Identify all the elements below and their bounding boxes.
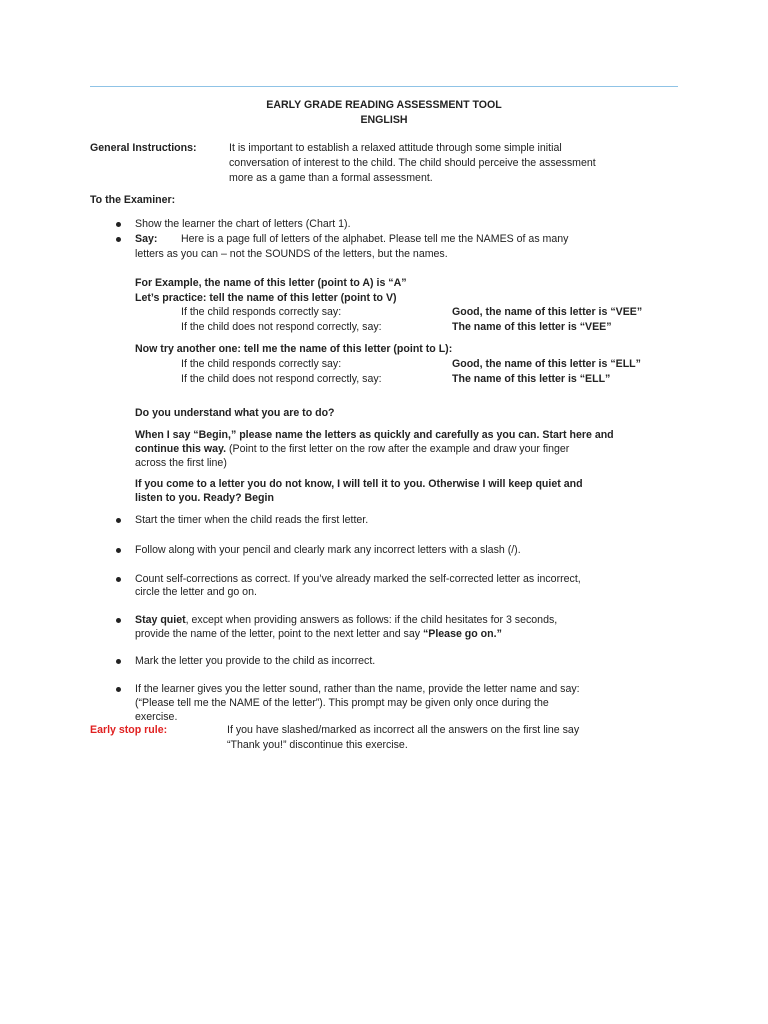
vee-correct-condition: If the child responds correctly say:: [181, 306, 342, 318]
ell-correct-response: Good, the name of this letter is “ELL”: [452, 358, 641, 370]
practice-line: Let’s practice: tell the name of this letter (point to V): [135, 292, 397, 304]
vee-incorrect-condition: If the child does not respond correctly, say:: [181, 321, 382, 333]
dont-know-line-2: listen to you. Ready? Begin: [135, 492, 274, 504]
bullet-icon: [116, 659, 121, 664]
bullet-icon: [116, 548, 121, 553]
ell-correct-condition: If the child responds correctly say:: [181, 358, 342, 370]
bullet-icon: [116, 687, 121, 692]
stay-quiet-line-2-text: provide the name of the letter, point to the next letter and say: [135, 628, 423, 640]
bullet-letter-sound-line-1: If the learner gives you the letter sound, rather than the name, provide the letter name and say:: [135, 683, 580, 695]
ell-incorrect-response: The name of this letter is “ELL”: [452, 373, 611, 385]
document-title: EARLY GRADE READING ASSESSMENT TOOL: [266, 99, 502, 111]
bullet-follow-along: Follow along with your pencil and clearly mark any incorrect letters with a slash (/).: [135, 544, 521, 556]
begin-instruction-line-1: When I say “Begin,” please name the letters as quickly and carefully as you can. Start here and: [135, 429, 614, 441]
bullet-letter-sound-line-3: exercise.: [135, 711, 178, 723]
bullet-icon: [116, 222, 121, 227]
bullet-self-corrections-line-1: Count self-corrections as correct. If you’ve already marked the self-corrected letter as incorrect,: [135, 573, 581, 585]
general-instructions-line-1: It is important to establish a relaxed attitude through some simple initial: [229, 142, 562, 154]
general-instructions-line-3: more as a game than a formal assessment.: [229, 172, 433, 184]
stay-quiet-bold: Stay quiet: [135, 614, 186, 626]
stay-quiet-rest: , except when providing answers as follows: if the child hesitates for 3 seconds,: [185, 614, 558, 626]
early-stop-rule-label: Early stop rule:: [90, 724, 168, 736]
begin-instruction-rest: (Point to the first letter on the row after the example and draw your finger: [226, 443, 570, 455]
begin-instruction-bold: continue this way.: [135, 443, 227, 455]
begin-instruction-line-2: [135, 442, 569, 456]
vee-incorrect-response: The name of this letter is “VEE”: [452, 321, 612, 333]
bullet-stay-quiet-line-2: [135, 627, 502, 641]
bullet-mark-letter: Mark the letter you provide to the child as incorrect.: [135, 655, 376, 667]
say-text-line-1: Here is a page full of letters of the alphabet. Please tell me the NAMES of as many: [181, 233, 569, 245]
bullet-icon: [116, 518, 121, 523]
example-line: For Example, the name of this letter (point to A) is “A”: [135, 277, 407, 289]
general-instructions-label: General Instructions:: [90, 142, 197, 154]
bullet-letter-sound-line-2: (“Please tell me the NAME of the letter”). This prompt may be given only once during the: [135, 697, 549, 709]
bullet-show-chart: Show the learner the chart of letters (Chart 1).: [135, 218, 351, 230]
early-stop-rule-line-2: “Thank you!” discontinue this exercise.: [227, 739, 408, 751]
bullet-icon: [116, 618, 121, 623]
bullet-self-corrections-line-2: circle the letter and go on.: [135, 586, 257, 598]
bullet-icon: [116, 237, 121, 242]
understand-question: Do you understand what you are to do?: [135, 407, 335, 419]
say-label: Say:: [135, 233, 158, 245]
please-go-on: “Please go on.”: [422, 628, 502, 640]
document-subtitle: ENGLISH: [360, 114, 408, 126]
bullet-icon: [116, 577, 121, 582]
bullet-stay-quiet-line-1: [135, 613, 557, 627]
dont-know-line-1: If you come to a letter you do not know, I will tell it to you. Otherwise I will keep quiet and: [135, 478, 583, 490]
general-instructions-line-2: conversation of interest to the child. The child should perceive the assessment: [229, 157, 596, 169]
header-rule: [90, 86, 678, 87]
say-text-line-2: letters as you can – not the SOUNDS of the letters, but the names.: [135, 248, 448, 260]
bullet-start-timer: Start the timer when the child reads the first letter.: [135, 514, 369, 526]
ell-incorrect-condition: If the child does not respond correctly, say:: [181, 373, 382, 385]
early-stop-rule-line-1: If you have slashed/marked as incorrect all the answers on the first line say: [227, 724, 580, 736]
vee-correct-response: Good, the name of this letter is “VEE”: [452, 306, 643, 318]
examiner-heading: To the Examiner:: [90, 194, 176, 206]
try-another-line: Now try another one: tell me the name of this letter (point to L):: [135, 343, 453, 355]
begin-instruction-line-3: across the first line): [135, 457, 227, 469]
